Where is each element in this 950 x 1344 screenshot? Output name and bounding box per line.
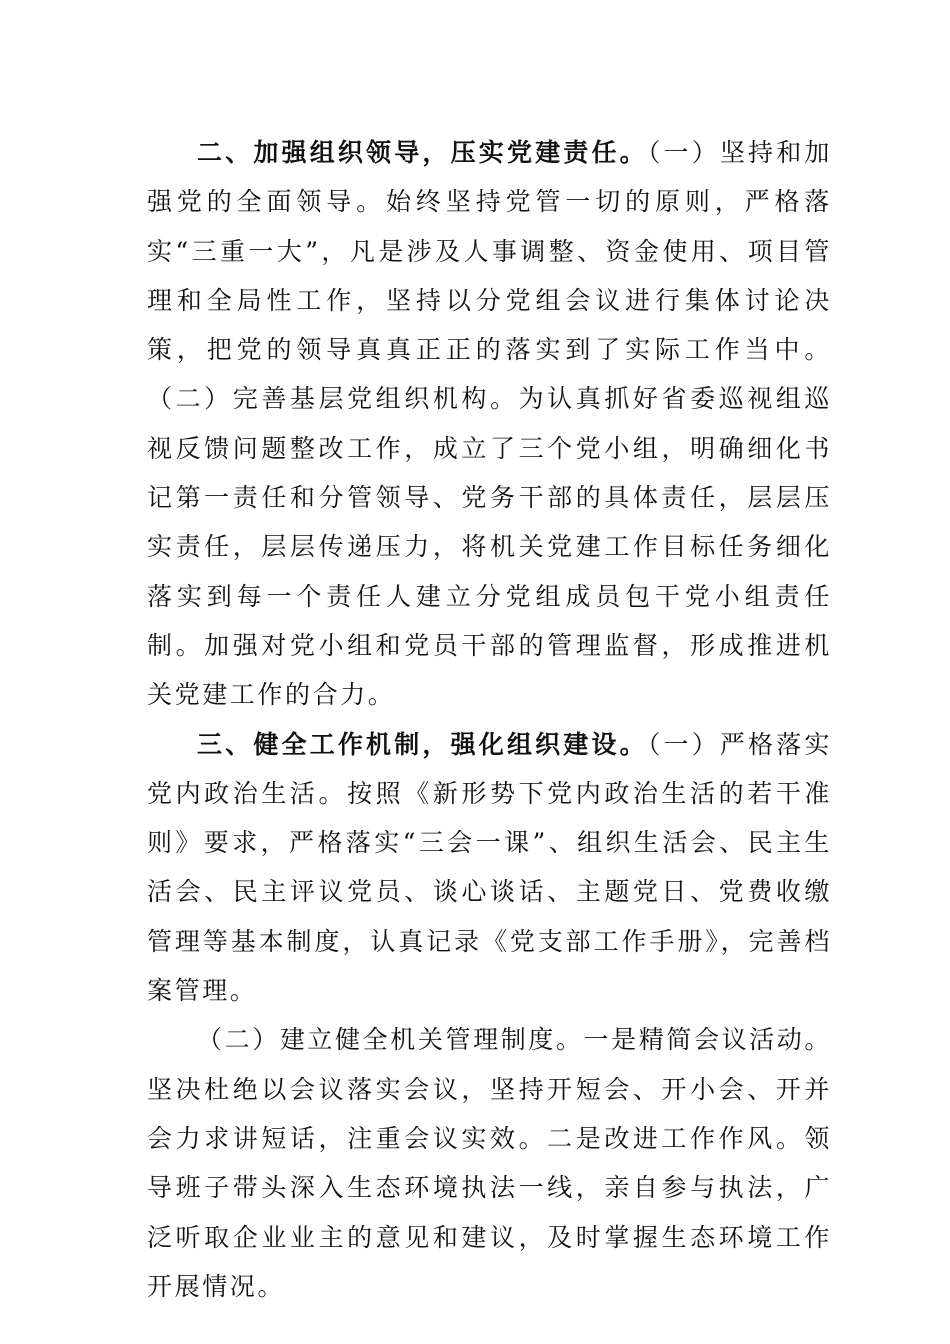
paragraph-text: （一）严格落实党内政治生活。按照《新形势下党内政治生活的若干准则》要求，严格落实“三会一课”、组织生活会、民主生活会、民主评议党员、谈心谈话、主题党日、党费收缴管理等基本制度，认真记录《党支部工作手册》，完善档案管理。 xyxy=(147,729,833,1006)
paragraph-2 xyxy=(147,128,832,720)
paragraph-3-2 xyxy=(147,1015,832,1311)
paragraph-text: （一）坚持和加强党的全面领导。始终坚持党管一切的原则，严格落实“三重一大”，凡是涉及人事调整、资金使用、项目管理和全局性工作，坚持以分党组会议进行集体讨论决策，把党的领导真真正正的落实到了实际工作当中。（二）完善基层党组织机构。为认真抓好省委巡视组巡视反馈问题整改工作，成立了三个党小组，明确细化书记第一责任和分管领导、党务干部的具体责任，层层压实责任，层层传递压力，将机关党建工作目标任务细化落实到每一个责任人建立分党组成员包干党小组责任制。加强对党小组和党员干部的管理监督，形成推进机关党建工作的合力。 xyxy=(147,138,833,710)
paragraph-3 xyxy=(147,720,832,1016)
document-body xyxy=(147,128,832,1311)
paragraph-heading: 三、健全工作机制，强化组织建设。 xyxy=(197,729,648,759)
paragraph-text: （二）建立健全机关管理制度。一是精简会议活动。坚决杜绝以会议落实会议，坚持开短会、开小会、开并会力求讲短话，注重会议实效。二是改进工作作风。领导班子带头深入生态环境执法一线，亲自参与执法，广泛听取企业业主的意见和建议，及时掌握生态环境工作开展情况。 xyxy=(147,1025,832,1301)
paragraph-heading: 二、加强组织领导，压实党建责任。 xyxy=(197,138,648,167)
